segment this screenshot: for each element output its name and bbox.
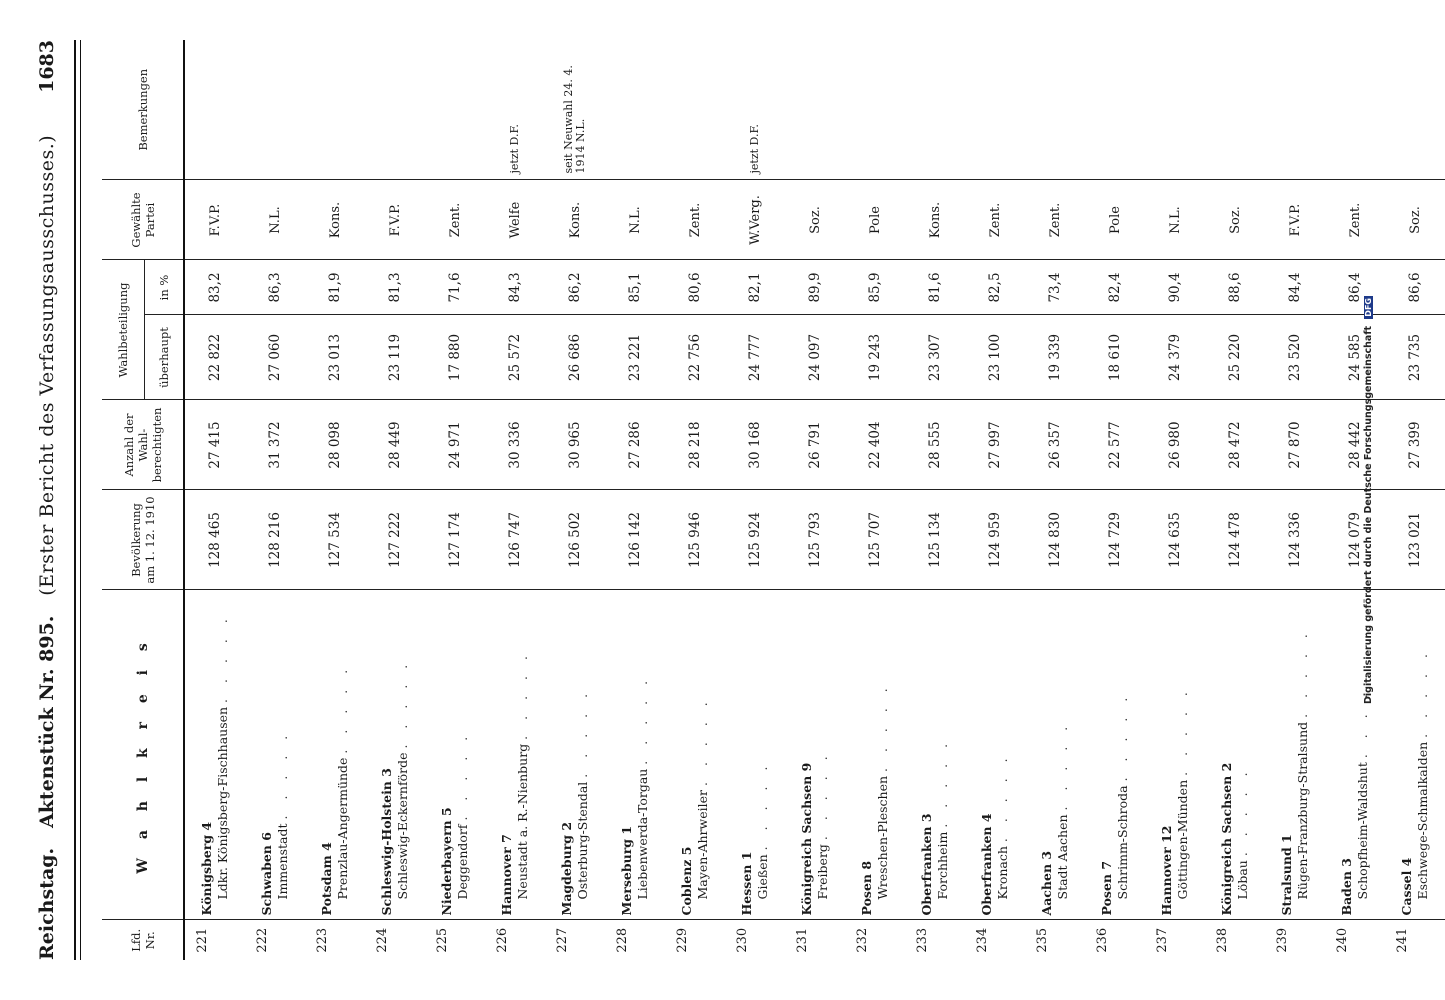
wahlkreis-place: Schopfheim-Waldshut . . . . . xyxy=(1355,668,1370,900)
cell-ueberhaupt: 22 756 xyxy=(665,315,725,400)
table-row xyxy=(485,40,545,960)
cell-wahlberechtigte: 26 357 xyxy=(1025,400,1085,490)
cell-bevoelkerung: 126 747 xyxy=(485,490,545,590)
wahlkreis-place: Immenstadt . . . . . xyxy=(275,729,290,900)
cell-lfd: 231 xyxy=(795,927,810,953)
header-rule-thin xyxy=(80,40,81,960)
wahlkreis-place: Freiberg . . . . . xyxy=(815,750,830,900)
cell-lfd: 241 xyxy=(1395,927,1410,953)
wahlkreis-place: Rügen-Franzburg-Stralsund . . . . . xyxy=(1295,628,1310,900)
cell-prozent: 71,6 xyxy=(425,260,485,315)
cell-prozent: 84,3 xyxy=(485,260,545,315)
cell-lfd: 239 xyxy=(1275,927,1290,953)
cell-wahlkreis xyxy=(1265,590,1325,920)
wahlkreis-name: Hannover 7 xyxy=(499,834,514,916)
cell-wahlberechtigte: 27 870 xyxy=(1265,400,1325,490)
cell-bevoelkerung: 125 134 xyxy=(905,490,965,590)
wahlkreis-name: Königsberg 4 xyxy=(199,821,214,916)
cell-prozent: 82,1 xyxy=(725,260,785,315)
cell-ueberhaupt: 24 379 xyxy=(1145,315,1205,400)
col-wahlbeteiligung: Wahlbeteiligung xyxy=(102,260,144,400)
cell-partei: N.L. xyxy=(605,180,665,260)
wahlkreis-name: Hessen 1 xyxy=(739,851,754,916)
cell-partei: N.L. xyxy=(245,180,305,260)
wahlkreis-place: Wreschen-Pleschen . . . . . xyxy=(875,682,890,900)
cell-partei: Soz. xyxy=(1205,180,1265,260)
table-row xyxy=(245,40,305,960)
cell-partei: Welfe xyxy=(485,180,545,260)
cell-bevoelkerung: 123 021 xyxy=(1385,490,1445,590)
wahlkreis-name: Stralsund 1 xyxy=(1279,834,1294,916)
cell-prozent: 82,4 xyxy=(1085,260,1145,315)
header-title xyxy=(36,135,58,960)
election-table xyxy=(102,40,1445,960)
cell-wahlkreis xyxy=(965,590,1025,920)
cell-partei: Soz. xyxy=(785,180,845,260)
wahlkreis-name: Merseburg 1 xyxy=(619,825,634,916)
cell-ueberhaupt: 23 119 xyxy=(365,315,425,400)
table-row xyxy=(1385,40,1445,960)
cell-bemerkungen xyxy=(965,40,1025,180)
cell-prozent: 86,2 xyxy=(545,260,605,315)
table-row xyxy=(785,40,845,960)
cell-partei: N.L. xyxy=(1145,180,1205,260)
cell-bemerkungen xyxy=(1385,40,1445,180)
cell-partei: Kons. xyxy=(305,180,365,260)
table-row xyxy=(965,40,1025,960)
cell-ueberhaupt: 24 777 xyxy=(725,315,785,400)
cell-wahlkreis xyxy=(245,590,305,920)
wahlkreis-place: Mayen-Ahrweiler . . . . . xyxy=(695,696,710,900)
cell-bemerkungen xyxy=(665,40,725,180)
cell-prozent: 80,6 xyxy=(665,260,725,315)
sidebar-credit xyxy=(1363,150,1377,850)
cell-bevoelkerung: 124 336 xyxy=(1265,490,1325,590)
cell-wahlberechtigte: 27 399 xyxy=(1385,400,1445,490)
wahlkreis-place: Gießen . . . . . xyxy=(755,760,770,900)
cell-wahlkreis xyxy=(665,590,725,920)
cell-prozent: 86,3 xyxy=(245,260,305,315)
wahlkreis-place: Liebenwerda-Torgau . . . . . xyxy=(635,674,650,900)
cell-ueberhaupt: 22 822 xyxy=(184,315,245,400)
cell-ueberhaupt: 25 572 xyxy=(485,315,545,400)
cell-wahlkreis xyxy=(485,590,545,920)
table-row xyxy=(665,40,725,960)
wahlkreis-place: Eschwege-Schmalkalden . . . . . xyxy=(1415,648,1430,900)
wahlkreis-place: Kronach . . . . . xyxy=(995,752,1010,900)
cell-prozent: 73,4 xyxy=(1025,260,1085,315)
cell-wahlkreis xyxy=(1205,590,1265,920)
cell-lfd: 232 xyxy=(855,927,870,953)
cell-prozent: 83,2 xyxy=(184,260,245,315)
wahlkreis-place: Stadt Aachen . . . . . xyxy=(1055,720,1070,900)
cell-wahlberechtigte: 27 286 xyxy=(605,400,665,490)
cell-ueberhaupt: 19 339 xyxy=(1025,315,1085,400)
cell-wahlkreis xyxy=(365,590,425,920)
cell-wahlkreis xyxy=(1145,590,1205,920)
cell-lfd: 222 xyxy=(255,927,270,953)
cell-bevoelkerung: 126 502 xyxy=(545,490,605,590)
col-wahlberechtigte: Anzahl der Wahl-berechtigten xyxy=(102,400,184,490)
col-bemerkungen: Bemerkungen xyxy=(102,40,184,180)
wahlkreis-place: Löbau . . . . . xyxy=(1235,766,1250,900)
cell-wahlberechtigte: 26 980 xyxy=(1145,400,1205,490)
cell-bemerkungen xyxy=(905,40,965,180)
cell-prozent: 86,4 xyxy=(1325,260,1385,315)
col-prozent: in % xyxy=(144,260,184,315)
cell-prozent: 85,9 xyxy=(845,260,905,315)
cell-bemerkungen xyxy=(1145,40,1205,180)
cell-wahlberechtigte: 28 555 xyxy=(905,400,965,490)
cell-partei: Pole xyxy=(1085,180,1145,260)
cell-wahlkreis xyxy=(725,590,785,920)
cell-bevoelkerung: 124 729 xyxy=(1085,490,1145,590)
cell-ueberhaupt: 23 735 xyxy=(1385,315,1445,400)
table-row xyxy=(1205,40,1265,960)
cell-bemerkungen xyxy=(785,40,845,180)
wahlkreis-name: Posen 8 xyxy=(859,860,874,916)
table-row xyxy=(1145,40,1205,960)
cell-lfd: 238 xyxy=(1215,927,1230,953)
table-row xyxy=(845,40,905,960)
cell-bevoelkerung: 127 174 xyxy=(425,490,485,590)
cell-prozent: 84,4 xyxy=(1265,260,1325,315)
table-body xyxy=(184,40,1445,960)
wahlkreis-name: Schwaben 6 xyxy=(259,832,274,916)
cell-wahlkreis xyxy=(1085,590,1145,920)
cell-partei: Kons. xyxy=(545,180,605,260)
table-row xyxy=(725,40,785,960)
header-rule xyxy=(74,40,76,960)
wahlkreis-place: Deggendorf . . . . . xyxy=(455,730,470,900)
cell-ueberhaupt: 19 243 xyxy=(845,315,905,400)
cell-lfd: 226 xyxy=(495,927,510,953)
wahlkreis-place: Schleswig-Eckernförde . . . . . xyxy=(395,658,410,900)
cell-partei: Zent. xyxy=(1025,180,1085,260)
cell-lfd: 237 xyxy=(1155,927,1170,953)
cell-bemerkungen xyxy=(305,40,365,180)
cell-bemerkungen xyxy=(245,40,305,180)
credit-text: Digitalisierung gefördert durch die Deutsche Forschungsgemeinschaft xyxy=(1363,326,1374,704)
wahlkreis-name: Coblenz 5 xyxy=(679,846,694,916)
cell-partei: F.V.P. xyxy=(365,180,425,260)
cell-ueberhaupt: 23 221 xyxy=(605,315,665,400)
cell-wahlberechtigte: 27 997 xyxy=(965,400,1025,490)
cell-wahlberechtigte: 30 168 xyxy=(725,400,785,490)
cell-wahlberechtigte: 28 442 xyxy=(1325,400,1385,490)
cell-bevoelkerung: 125 707 xyxy=(845,490,905,590)
col-wahlkreis: W a h l k r e i s xyxy=(102,590,184,920)
wahlkreis-place: Göttingen-Münden . . . . . xyxy=(1175,686,1190,900)
cell-prozent: 85,1 xyxy=(605,260,665,315)
cell-ueberhaupt: 23 520 xyxy=(1265,315,1325,400)
cell-lfd: 228 xyxy=(615,927,630,953)
table-row xyxy=(605,40,665,960)
cell-wahlkreis xyxy=(785,590,845,920)
cell-partei: Zent. xyxy=(425,180,485,260)
cell-bevoelkerung: 128 465 xyxy=(184,490,245,590)
wahlkreis-name: Magdeburg 2 xyxy=(559,821,574,916)
cell-bemerkungen xyxy=(425,40,485,180)
wahlkreis-place: Osterburg-Stendal . . . . . xyxy=(575,687,590,900)
cell-wahlberechtigte: 31 372 xyxy=(245,400,305,490)
cell-wahlberechtigte: 22 404 xyxy=(845,400,905,490)
table-header-row xyxy=(102,40,144,960)
wahlkreis-name: Oberfranken 4 xyxy=(979,813,994,916)
cell-ueberhaupt: 25 220 xyxy=(1205,315,1265,400)
cell-wahlberechtigte: 28 472 xyxy=(1205,400,1265,490)
page-header xyxy=(22,40,68,960)
cell-ueberhaupt: 23 307 xyxy=(905,315,965,400)
cell-lfd: 224 xyxy=(375,927,390,953)
header-left-label: Reichstag. xyxy=(36,847,58,960)
cell-ueberhaupt: 23 013 xyxy=(305,315,365,400)
cell-wahlberechtigte: 28 098 xyxy=(305,400,365,490)
cell-lfd: 223 xyxy=(315,927,330,953)
cell-ueberhaupt: 24 585 xyxy=(1325,315,1385,400)
cell-bevoelkerung: 127 534 xyxy=(305,490,365,590)
wahlkreis-place: Ldkr. Königsberg-Fischhausen . . . . . xyxy=(215,613,230,900)
cell-partei: F.V.P. xyxy=(1265,180,1325,260)
cell-partei: Zent. xyxy=(665,180,725,260)
cell-partei: Zent. xyxy=(1325,180,1385,260)
wahlkreis-place: Neustadt a. R.-Nienburg . . . . . xyxy=(515,650,530,900)
cell-wahlberechtigte: 27 415 xyxy=(184,400,245,490)
cell-wahlkreis xyxy=(905,590,965,920)
cell-prozent: 81,3 xyxy=(365,260,425,315)
wahlkreis-name: Schleswig-Holstein 3 xyxy=(379,768,394,916)
cell-bevoelkerung: 124 079 xyxy=(1325,490,1385,590)
cell-wahlkreis xyxy=(845,590,905,920)
cell-bemerkungen xyxy=(1025,40,1085,180)
cell-ueberhaupt: 23 100 xyxy=(965,315,1025,400)
cell-bemerkungen: jetzt D.F. xyxy=(485,40,545,180)
wahlkreis-place: Forchheim . . . . . xyxy=(935,737,950,900)
cell-bevoelkerung: 124 830 xyxy=(1025,490,1085,590)
cell-lfd: 221 xyxy=(195,927,210,953)
cell-lfd: 235 xyxy=(1035,927,1050,953)
cell-bemerkungen: seit Neuwahl 24. 4. 1914 N.L. xyxy=(545,40,605,180)
cell-lfd: 236 xyxy=(1095,927,1110,953)
page-number: 1683 xyxy=(36,40,58,93)
cell-bemerkungen xyxy=(365,40,425,180)
cell-prozent: 90,4 xyxy=(1145,260,1205,315)
cell-ueberhaupt: 17 880 xyxy=(425,315,485,400)
table-row xyxy=(905,40,965,960)
wahlkreis-name: Potsdam 4 xyxy=(319,842,334,916)
cell-wahlberechtigte: 30 336 xyxy=(485,400,545,490)
table-row xyxy=(1085,40,1145,960)
wahlkreis-name: Niederbayern 5 xyxy=(439,807,454,916)
cell-prozent: 81,6 xyxy=(905,260,965,315)
cell-bevoelkerung: 124 635 xyxy=(1145,490,1205,590)
table-row xyxy=(1025,40,1085,960)
cell-bevoelkerung: 125 946 xyxy=(665,490,725,590)
wahlkreis-name: Königreich Sachsen 9 xyxy=(799,762,814,916)
cell-bemerkungen: jetzt D.F. xyxy=(725,40,785,180)
wahlkreis-place: Schrimm-Schroda . . . . . xyxy=(1115,691,1130,900)
cell-bevoelkerung: 128 216 xyxy=(245,490,305,590)
cell-bemerkungen xyxy=(605,40,665,180)
table-row xyxy=(425,40,485,960)
cell-bevoelkerung: 125 924 xyxy=(725,490,785,590)
wahlkreis-name: Aachen 3 xyxy=(1039,850,1054,916)
cell-partei: Pole xyxy=(845,180,905,260)
header-subtitle: (Erster Bericht des Verfassungsausschusses.) xyxy=(36,134,58,596)
cell-prozent: 81,9 xyxy=(305,260,365,315)
col-lfd: Lfd. Nr. xyxy=(102,920,184,960)
wahlkreis-name: Oberfranken 3 xyxy=(919,813,934,916)
cell-bemerkungen xyxy=(184,40,245,180)
cell-bevoelkerung: 124 478 xyxy=(1205,490,1265,590)
col-bevoelkerung: Bevölkerung am 1. 12. 1910 xyxy=(102,490,184,590)
table-row xyxy=(305,40,365,960)
cell-bemerkungen xyxy=(845,40,905,180)
wahlkreis-name: Hannover 12 xyxy=(1159,825,1174,916)
cell-wahlkreis xyxy=(605,590,665,920)
cell-lfd: 227 xyxy=(555,927,570,953)
cell-bevoelkerung: 124 959 xyxy=(965,490,1025,590)
cell-bemerkungen xyxy=(1205,40,1265,180)
cell-prozent: 82,5 xyxy=(965,260,1025,315)
wahlkreis-name: Königreich Sachsen 2 xyxy=(1219,762,1234,916)
cell-wahlkreis xyxy=(545,590,605,920)
cell-partei: Zent. xyxy=(965,180,1025,260)
cell-wahlberechtigte: 22 577 xyxy=(1085,400,1145,490)
cell-wahlberechtigte: 28 449 xyxy=(365,400,425,490)
cell-ueberhaupt: 24 097 xyxy=(785,315,845,400)
table-row xyxy=(1265,40,1325,960)
wahlkreis-place: Prenzlau-Angermünde . . . . . xyxy=(335,663,350,900)
cell-bevoelkerung: 125 793 xyxy=(785,490,845,590)
cell-wahlkreis xyxy=(184,590,245,920)
header-document-label: Aktenstück Nr. 895. xyxy=(36,615,58,828)
cell-ueberhaupt: 27 060 xyxy=(245,315,305,400)
cell-lfd: 230 xyxy=(735,927,750,953)
cell-lfd: 234 xyxy=(975,927,990,953)
table-row xyxy=(365,40,425,960)
cell-wahlberechtigte: 26 791 xyxy=(785,400,845,490)
col-partei: Gewählte Partei xyxy=(102,180,184,260)
cell-prozent: 89,9 xyxy=(785,260,845,315)
cell-partei: Soz. xyxy=(1385,180,1445,260)
cell-wahlkreis xyxy=(425,590,485,920)
cell-bemerkungen xyxy=(1085,40,1145,180)
cell-ueberhaupt: 26 686 xyxy=(545,315,605,400)
cell-partei: F.V.P. xyxy=(184,180,245,260)
cell-bemerkungen xyxy=(1265,40,1325,180)
cell-bevoelkerung: 127 222 xyxy=(365,490,425,590)
cell-lfd: 233 xyxy=(915,927,930,953)
cell-lfd: 225 xyxy=(435,927,450,953)
cell-wahlkreis xyxy=(1385,590,1445,920)
dfg-logo: DFG xyxy=(1364,298,1373,317)
cell-partei: W.Verg. xyxy=(725,180,785,260)
cell-prozent: 88,6 xyxy=(1205,260,1265,315)
cell-ueberhaupt: 18 610 xyxy=(1085,315,1145,400)
wahlkreis-name: Posen 7 xyxy=(1099,860,1114,916)
cell-lfd: 229 xyxy=(675,927,690,953)
cell-wahlberechtigte: 30 965 xyxy=(545,400,605,490)
cell-wahlberechtigte: 24 971 xyxy=(425,400,485,490)
cell-wahlberechtigte: 28 218 xyxy=(665,400,725,490)
col-ueberhaupt: überhaupt xyxy=(144,315,184,400)
cell-wahlkreis xyxy=(1025,590,1085,920)
cell-wahlkreis xyxy=(305,590,365,920)
cell-partei: Kons. xyxy=(905,180,965,260)
cell-prozent: 86,6 xyxy=(1385,260,1445,315)
cell-bevoelkerung: 126 142 xyxy=(605,490,665,590)
wahlkreis-name: Baden 3 xyxy=(1339,858,1354,916)
cell-lfd: 240 xyxy=(1335,927,1350,953)
wahlkreis-name: Cassel 4 xyxy=(1399,857,1414,916)
table-row xyxy=(184,40,245,960)
table-row xyxy=(545,40,605,960)
